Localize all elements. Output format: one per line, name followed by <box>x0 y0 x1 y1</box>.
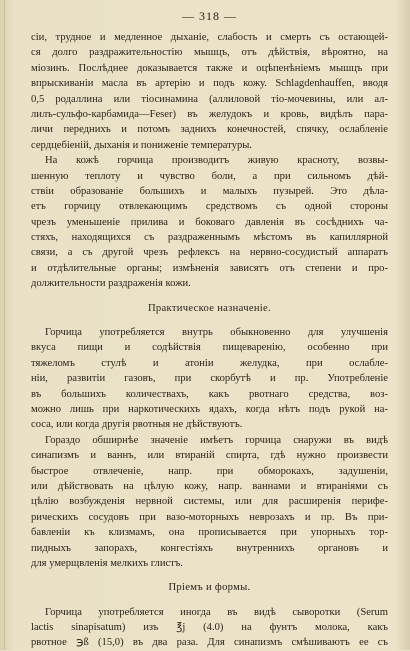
text-line: рвотное ℈ß (15,0) въ два раза. Для синапизмъ смѣшиваютъ ее съ <box>31 637 388 649</box>
text-line: личи переднихъ и потомъ заднихъ конечностей, спячку, ослабленіе <box>31 124 388 136</box>
text-line: ствіи образованіе большихъ и малыхъ пузырей. Это дѣла- <box>31 185 388 197</box>
text-line: сердцебіеній, дыханія и пониженіе температуры. <box>31 139 253 151</box>
text-line: бавленіи къ клизмамъ, она прописывается при упорныхъ тор- <box>31 527 388 539</box>
text-line: сіи, трудное и медленное дыханіе, слабость и смерть съ остающей- <box>31 32 388 43</box>
paragraph-dosage <box>31 605 388 651</box>
text-line: вкуса пищи и содѣйствія пищеваренію, особенно при <box>31 342 388 354</box>
text-line: связи, а съ другой чрезъ рефлексъ на нервно-сосудистый аппаратъ <box>31 247 388 259</box>
text-line: шенную теплоту и чувство боли, а при сильномъ дѣй- <box>31 170 388 182</box>
text-line: можно лишь при наркотическихъ ядахъ, когда нѣтъ подъ рукой на- <box>31 403 388 415</box>
text-line: етъ горчицу отвлекающимъ средствомъ съ одной стороны <box>31 201 388 213</box>
paragraph-internal-use <box>31 325 388 433</box>
text-line: и отдѣлительные органы; измѣненія зависятъ отъ степени и про- <box>31 262 388 274</box>
text-line: ніи, развитіи газовъ, при скорбутѣ и пр. Употребленіе <box>31 373 388 385</box>
text-line: цѣлію возбужденія нервной системы, или для расширенія перифе- <box>31 496 388 508</box>
text-line: тяжеломъ стулѣ и атоніи желудка, при ослабле- <box>31 357 388 369</box>
text-line: лилъ-сульфо-карбамида—Feser) въ желудокъ и кровь, видѣлъ пара- <box>31 108 388 120</box>
text-line: соса, или когда другія рвотныя не дѣйствуютъ. <box>31 419 243 431</box>
text-line: ся долго раздражительностію мышцъ, отъ дѣйствія, вѣроятно, на <box>31 47 388 59</box>
text-line: пидныхъ запорахъ, конгестіяхъ внутреннихъ органовъ и <box>31 542 388 554</box>
paragraph-effects <box>31 30 388 153</box>
text-line: въ большихъ количествахъ, какъ рвотнаго средства, воз- <box>31 388 388 400</box>
text-line: синапизмъ и ваннъ, или втираній спирта, гдѣ нужно произвести <box>31 450 388 462</box>
text-line: lactis sinapisatum) изъ ℥j (4.0) на фунтъ молока, какъ <box>31 622 388 634</box>
text-line: чрезъ уменьшеніе прилива и боковаго давленія въ сосѣднихъ ча- <box>31 216 388 228</box>
paragraph-external-use <box>31 433 388 572</box>
page-number: — 318 — <box>182 9 237 23</box>
page-edge-shadow <box>4 0 5 650</box>
text-line: 0,5 родаллина или тіосинамина (аллиловой тіо-мочевины, или ал- <box>31 93 388 105</box>
text-line: впрыскиваніи масла въ артерію и подъ кожу. Schlagdenhauffen, вводя <box>31 78 388 90</box>
text-line: быстрое отвлеченіе, напр. при обморокахъ, задушеніи, <box>31 465 388 477</box>
section-heading-practical-use: Практическое назначеніе. <box>147 302 272 314</box>
text-line: или дѣйствовать на цѣлую кожу, напр. ваннами и втираніями съ <box>31 480 388 492</box>
text-line: должительности раздраженія кожи. <box>31 278 191 290</box>
paragraph-skin <box>31 153 388 292</box>
text-line: Горчица употребляется внутрь обыкновенно для улучшенія <box>45 327 388 339</box>
section-heading-dosage-forms: Пріемъ и формы. <box>168 582 251 594</box>
text-line: для умерщвленія мелкихъ глистъ. <box>31 557 183 569</box>
text-line: Горчица употребляется иногда въ видѣ сыворотки (Serum <box>45 606 388 618</box>
text-line: Гораздо обширнѣе значеніе имѣетъ горчица снаружи въ видѣ <box>45 434 388 446</box>
text-line: міозинъ. Послѣднее доказывается также и оцѣпенѣніемъ мышцъ при <box>31 62 388 74</box>
text-line: На кожѣ горчица производитъ живую красноту, возвы- <box>45 155 388 167</box>
text-line: рическихъ сосудовъ при вазо-моторныхъ неврозахъ и пр. Въ при- <box>31 511 388 523</box>
text-line: стяхъ, находящихся съ раздраженнымъ мѣстомъ въ капиллярной <box>31 232 388 244</box>
